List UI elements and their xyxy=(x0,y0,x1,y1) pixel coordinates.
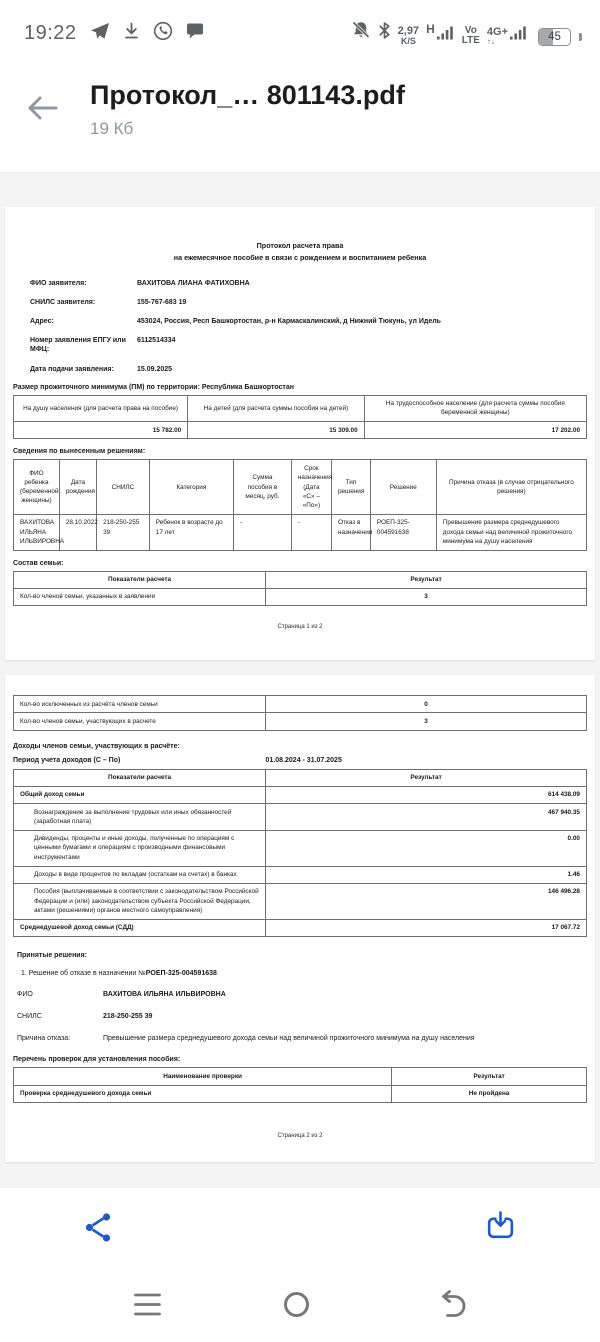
doc-title: Протокол расчета права на ежемесячное пособие в связи с рождением и воспитанием ребенка xyxy=(173,241,427,262)
cell: Отказ в назначении xyxy=(331,514,370,550)
cell: Не пройдена xyxy=(392,1085,587,1102)
pm-header: На душу населения (для расчета права на пособие) xyxy=(14,395,188,422)
battery-percent: 45 xyxy=(548,31,561,43)
field-value: ВАХИТОВА ЛИАНА ФАТИХОВНА xyxy=(137,280,250,288)
cell: Доходы в виде процентов по вкладам (остаткам на счетах) в банках xyxy=(14,866,266,883)
sim1-signal: H xyxy=(426,24,455,46)
period-row xyxy=(13,757,587,764)
col-header: Тип решения xyxy=(331,460,370,514)
table-row xyxy=(14,883,587,919)
section-title: Перечень проверок для установления пособия: xyxy=(13,1056,181,1064)
family-table-continued xyxy=(13,695,587,731)
table-row xyxy=(14,830,587,866)
cell: 0.00 xyxy=(266,830,587,866)
cell: Превышение размера среднедушевого дохода семьи над величиной прожиточного минимума на душу населения xyxy=(436,514,586,550)
taken-decisions-section xyxy=(17,951,583,1043)
nav-back-icon xyxy=(432,1289,466,1324)
field-value: Превышение размера среднедушевого дохода семьи над величиной прожиточного минимума на душу населения xyxy=(103,1035,475,1043)
field-value: 6112514334 xyxy=(137,337,176,345)
field-row xyxy=(17,1034,583,1043)
col-header: Категория xyxy=(149,460,233,514)
cell: 17 067.72 xyxy=(266,919,587,936)
field-row xyxy=(17,1012,583,1021)
family-section-continued xyxy=(13,695,587,731)
cell: Кол-во членов семьи, участвующих в расчете xyxy=(14,713,266,730)
cell: 218-250-255 39 xyxy=(97,514,150,550)
field-label: ФИО xyxy=(17,991,33,999)
field-label: СНИЛС заявителя: xyxy=(30,299,96,307)
pdf-page-2 xyxy=(5,675,595,1162)
table-row xyxy=(14,696,587,713)
page-footer: Страница 2 из 2 xyxy=(277,1132,323,1139)
file-info xyxy=(90,80,405,139)
col-header: Сумма пособия в месяц, руб. xyxy=(233,460,291,514)
table-row xyxy=(14,713,587,730)
cell: Пособия (выплачиваемые в соответствии с законодательством Российской Федерации и (или) законодательством субъекта Российской Федерации, актами (решениями) органов местного самоуправления) xyxy=(14,883,266,919)
section-title: Принятые решения: xyxy=(17,951,88,959)
cell: Дивиденды, проценты и иные доходы, полученные по операциям с ценными бумагами и операциям с производными финансовыми инструментами xyxy=(14,830,266,866)
home-circle-icon xyxy=(283,1291,310,1321)
table-row xyxy=(14,588,587,605)
file-size: 19 Кб xyxy=(90,118,134,138)
download-icon xyxy=(485,1211,516,1247)
status-bar xyxy=(0,0,600,58)
cell: Вознаграждение за выполнение трудовых или иных обязанностей (заработная плата) xyxy=(14,804,266,831)
back-button[interactable] xyxy=(26,93,60,126)
decision-number: РОЕП-325-004591638 xyxy=(145,970,217,978)
pm-header: На трудоспособное население (для расчета суммы пособия беременной женщины) xyxy=(364,395,586,422)
nav-bar xyxy=(0,1270,600,1342)
field-label: Причина отказа: xyxy=(17,1035,71,1043)
checks-table xyxy=(13,1067,587,1103)
menu-icon xyxy=(134,1292,161,1320)
clock: 19:22 xyxy=(24,21,77,44)
decisions-section xyxy=(13,448,587,550)
col-header: Показатели расчета xyxy=(14,769,266,786)
family-section xyxy=(13,560,587,607)
col-header: Результат xyxy=(266,769,587,786)
app-header xyxy=(0,58,600,172)
period-label: Период учета доходов (С – По) xyxy=(13,756,121,764)
income-table xyxy=(13,769,587,937)
cell: - xyxy=(291,514,331,550)
cell: 0 xyxy=(266,696,587,713)
field-value: 155-767-683 19 xyxy=(137,299,187,307)
col-header: Результат xyxy=(266,571,587,588)
col-header: Дата рождения xyxy=(59,460,96,514)
signal-bars-icon xyxy=(437,24,455,46)
page-footer: Страница 1 из 2 xyxy=(277,624,323,631)
download-status-icon xyxy=(123,22,140,45)
cell: РОЕП-325-004591638 xyxy=(370,514,436,550)
pm-value: 17 202.00 xyxy=(364,422,586,439)
cell: 28.10.2022 xyxy=(59,514,96,550)
checks-section xyxy=(13,1056,587,1103)
pm-table xyxy=(13,395,587,440)
section-title: Состав семьи: xyxy=(13,559,64,567)
cell: 146 496.28 xyxy=(266,883,587,919)
section-title: Размер прожиточного минимума (ПМ) по территории: Республика Башкортостан xyxy=(13,383,294,391)
pm-value: 15 309.00 xyxy=(188,422,364,439)
field-label: Номер заявления ЕПГУ или МФЦ: xyxy=(30,337,126,354)
action-bar xyxy=(0,1188,600,1270)
field-row xyxy=(30,365,575,374)
cell: - xyxy=(233,514,291,550)
pdf-viewer[interactable] xyxy=(0,172,600,1188)
table-row xyxy=(14,514,587,550)
field-value: ВАХИТОВА ИЛЬЯНА ИЛЬВИРОВНА xyxy=(103,991,226,999)
cell: Общий доход семьи xyxy=(14,786,266,803)
cell: Кол-во членов семьи, указанных в заявлении xyxy=(14,588,266,605)
col-header: Срок назначения (Дата «С» – «По») xyxy=(291,460,331,514)
col-header: Наименование проверки xyxy=(14,1068,392,1085)
table-row xyxy=(14,1085,587,1102)
col-header: Решение xyxy=(370,460,436,514)
field-value: 218-250-255 39 xyxy=(103,1013,153,1021)
col-header: Показатели расчета xyxy=(14,571,266,588)
applicant-fields xyxy=(30,279,575,374)
cell: 3 xyxy=(266,713,587,730)
field-row xyxy=(30,317,575,326)
sim2-signal: 4G+ ↑↓ xyxy=(487,24,528,46)
status-bar-right xyxy=(351,20,582,46)
col-header: ФИО ребенка (беременной женщины) xyxy=(14,460,60,514)
field-label: СНИЛС xyxy=(17,1013,42,1021)
file-title: Протокол_… 801143.pdf xyxy=(90,79,405,110)
cell: 614 438.09 xyxy=(266,786,587,803)
decision-item: 1. Решение об отказе в назначении №РОЕП-325-004591638 xyxy=(21,970,217,978)
nav-back-button[interactable] xyxy=(432,1289,466,1324)
col-header: СНИЛС xyxy=(97,460,150,514)
col-header: Причина отказа (в случае отрицательного решения) xyxy=(436,460,586,514)
volte-indicator: Vo LTE xyxy=(461,25,480,46)
field-row xyxy=(30,279,575,288)
table-row xyxy=(14,866,587,883)
signal-bars-icon xyxy=(510,24,528,46)
income-section xyxy=(13,743,587,937)
battery-indicator xyxy=(538,28,571,46)
pm-section xyxy=(13,384,587,440)
download-button[interactable] xyxy=(485,1211,516,1247)
nav-menu-button[interactable] xyxy=(134,1292,161,1320)
cell: ВАХИТОВА ИЛЬЯНА ИЛЬВИРОВНА xyxy=(14,514,60,550)
whatsapp-icon xyxy=(153,21,173,46)
field-label: ФИО заявителя: xyxy=(30,280,87,288)
status-bar-left xyxy=(24,21,205,46)
table-row xyxy=(14,804,587,831)
cell: Ребенок в возрасте до 17 лет xyxy=(149,514,233,550)
cell: Кол-во исключенных из расчёта членов семьи xyxy=(14,696,266,713)
battery-cap xyxy=(579,33,582,41)
cell: Проверка среднедушевого дохода семьи xyxy=(14,1085,392,1102)
bluetooth-icon xyxy=(378,21,391,46)
messages-icon xyxy=(186,22,205,45)
notifications-muted-icon xyxy=(351,20,371,46)
cell: 467 940.35 xyxy=(266,804,587,831)
col-header: Результат xyxy=(392,1068,587,1085)
nav-home-button[interactable] xyxy=(283,1291,310,1321)
back-arrow-icon xyxy=(26,93,60,126)
field-value: 453024, Россия, Респ Башкортостан, р-н Кармаскалинский, д Нижний Тюкунь, ул Идель xyxy=(137,318,441,326)
cell: 3 xyxy=(266,588,587,605)
pm-header: На детей (для расчета суммы пособия на детей) xyxy=(188,395,364,422)
field-label: Адрес: xyxy=(30,318,54,326)
section-title: Доходы членов семьи, участвующих в расчёте: xyxy=(13,742,180,750)
pm-value: 15 782.00 xyxy=(14,422,188,439)
family-table xyxy=(13,571,587,607)
share-icon xyxy=(84,1212,113,1246)
field-row xyxy=(30,336,575,354)
table-row xyxy=(14,919,587,936)
network-speed: 2,97 K/S xyxy=(397,25,420,46)
field-row xyxy=(17,990,583,999)
telegram-icon xyxy=(90,22,110,45)
pdf-page-1 xyxy=(5,207,595,660)
decisions-table xyxy=(13,459,587,550)
share-button[interactable] xyxy=(84,1212,113,1246)
table-row xyxy=(14,786,587,803)
field-label: Дата подачи заявления: xyxy=(30,365,114,373)
section-title: Сведения по вынесенным решениям: xyxy=(13,448,146,456)
cell: 1.46 xyxy=(266,866,587,883)
field-value: 15.09.2025 xyxy=(137,365,173,373)
cell: Среднедушевой доход семьи (СДД) xyxy=(14,919,266,936)
period-value: 01.08.2024 - 31.07.2025 xyxy=(265,756,342,764)
field-row xyxy=(30,298,575,307)
